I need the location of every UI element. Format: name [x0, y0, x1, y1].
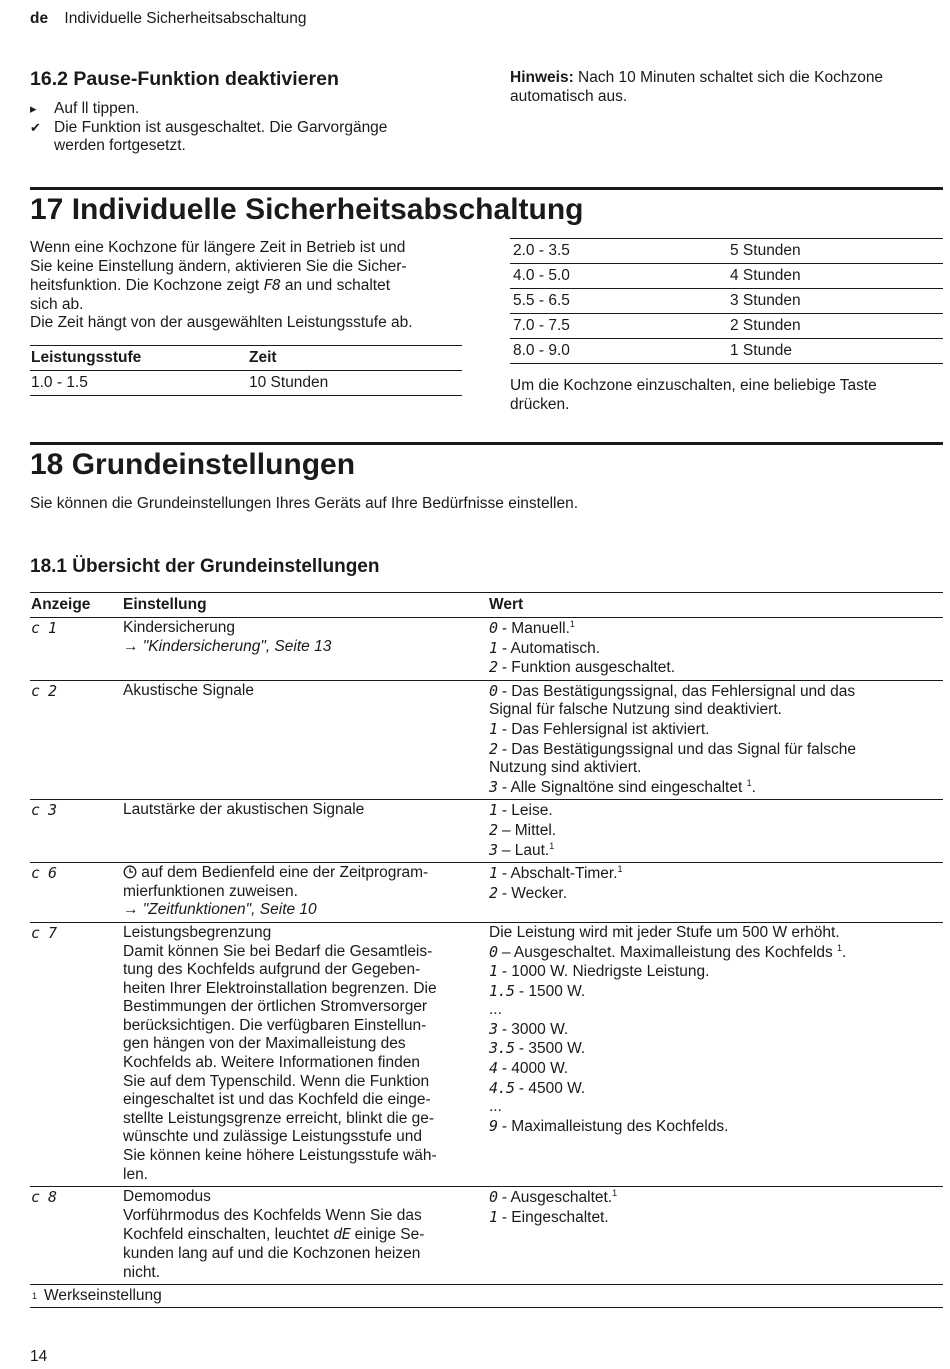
table-row: c 3 Lautstärke der akustischen Signale 1 - Leise. 2 – Mittel. 3 – Laut.$^1$ — [30, 800, 943, 863]
shutdown-table-left — [30, 345, 462, 396]
chapter-divider — [30, 187, 943, 190]
page-number: 14 — [30, 1348, 48, 1365]
page-header — [30, 10, 307, 29]
column-header-wert: Wert — [489, 595, 524, 613]
display-symbol: dE — [333, 1225, 351, 1244]
language-code: de — [30, 10, 49, 27]
display-code: c 2 — [31, 681, 57, 700]
checkmark-icon: ✔ — [30, 119, 41, 135]
table-row: c 1 Kindersicherung → "Kindersicherung", Seite 13 0 - Manuell.$^1$ 1 - Automatisch. 2 - Funktion ausgeschaltet. — [30, 618, 943, 681]
column-header-stufe: Leistungsstufe — [31, 348, 142, 366]
display-code: c 7 — [31, 923, 57, 942]
section-16-2-title: 16.2 Pause-Funktion deaktivieren — [30, 68, 339, 90]
display-symbol: F8 — [263, 276, 281, 295]
table-row: c 2 Akustische Signale 0 - Das Bestätigungssignal, das Fehlersignal und das Signal für falsche Nutzung sind deaktiviert. 1 - Das Fehlersignal ist aktiviert. 2 - Das Bestätigungssignal und das Signal für falsche Nutzung sind aktiviert. 3 - Alle Signaltöne sind eingeschaltet $^1$. — [30, 681, 943, 801]
cross-reference-link[interactable]: → "Kindersicherung", Seite 13 — [123, 637, 332, 655]
table-header-row — [30, 593, 943, 618]
triangle-bullet-icon: ▸ — [30, 101, 37, 116]
display-code: c 8 — [31, 1188, 57, 1207]
table-row: 7.0 - 7.5 2 Stunden — [510, 314, 943, 339]
instruction-step: ▸ Auf ll tippen. — [30, 100, 140, 117]
note-label: Hinweis: — [510, 69, 574, 86]
chapter-18-title: 18 Grundeinstellungen — [30, 448, 356, 481]
table-row: 2.0 - 3.5 5 Stunden — [510, 239, 943, 264]
table-row: c 7 Leistungsbegrenzung Damit können Sie bei Bedarf die Gesamtleis- tung des Kochfelds aufgrund der Gegeben- heiten Ihrer Elektroinstallation begrenzen. Die Bestimmungen der örtlichen Stromversorger berücksichtigen. Die verfügbaren Einstellun- gen hängen von der Maximalleistung des Kochfelds ab. Weitere Informationen finden Sie auf dem Typenschild. Wenn die Funktion eingeschaltet ist und das Kochfeld die einge- stellte Leistungsgrenze erreicht, blinkt die ge- wünschte und zulässige Leistungsstufe und Sie können keine höhere Leistungsstufe wäh- len. Die Leistung wird mit jeder Stufe um 500 W erhöht. 0 – Ausgeschaltet. Maximalleistung des Kochfelds $^1$. 1 - 1000 W. Niedrigste Leistung. 1.5 - 1500 W. ... 3 - 3000 W. 3.5 - 3500 W. 4 - 4000 W. 4.5 - 4500 W. ... 9 - Maximalleistung des Kochfelds. — [30, 923, 943, 1187]
instruction-result: ✔ Die Funktion ist ausgeschaltet. Die Garvorgänge werden fortgesetzt. — [30, 118, 388, 155]
display-code: c 6 — [31, 864, 57, 883]
cross-reference-link[interactable]: → "Zeitfunktionen", Seite 10 — [123, 901, 317, 919]
table-row: 1.0 - 1.5 10 Stunden — [30, 371, 462, 396]
display-code: c 1 — [31, 619, 57, 637]
table-row: c 6 auf dem Bedienfeld eine der Zeitprogram- mierfunktionen zuweisen. → "Zeitfunktionen", Seite 10 1 - Abschalt-Timer.$^1$ 2 - Wecker. — [30, 863, 943, 923]
chapter-divider — [30, 442, 943, 445]
shutdown-table-right — [510, 238, 943, 364]
column-header-einstellung: Einstellung — [123, 595, 207, 613]
table-row: 5.5 - 6.5 3 Stunden — [510, 289, 943, 314]
settings-overview-table — [30, 592, 943, 1308]
table-row: c 8 Demomodus Vorführmodus des Kochfelds Wenn Sie das Kochfeld einschalten, leuchtet dE einige Se- kunden lang auf und die Kochzonen heizen nicht. 0 - Ausgeschaltet.$^1$ 1 - Eingeschaltet. — [30, 1187, 943, 1285]
table-row: 8.0 - 9.0 1 Stunde — [510, 339, 943, 364]
column-header-zeit: Zeit — [249, 348, 277, 366]
note-box: Hinweis: Nach 10 Minuten schaltet sich die Kochzone automatisch aus. — [510, 69, 884, 105]
chapter-17-paragraph: Wenn eine Kochzone für längere Zeit in Betrieb ist und Sie keine Einstellung ändern, aktivieren Sie die Sicher- heitsfunktion. Die Kochzone zeigt F8 an und schaltet sich ab. Die Zeit hängt von der ausgewählten Leistungsstufe ab. — [30, 239, 413, 332]
table-footnote: 1 Werkseinstellung — [30, 1285, 943, 1308]
display-code: c 3 — [31, 801, 57, 820]
column-header-anzeige: Anzeige — [31, 595, 91, 613]
section-18-1-title: 18.1 Übersicht der Grundeinstellungen — [30, 556, 380, 577]
reactivation-note: Um die Kochzone einzuschalten, eine beliebige Taste drücken. — [510, 377, 877, 413]
clock-icon — [123, 865, 137, 879]
chapter-17-title: 17 Individuelle Sicherheitsabschaltung — [30, 193, 584, 226]
table-row: 4.0 - 5.0 4 Stunden — [510, 264, 943, 289]
header-title: Individuelle Sicherheitsabschaltung — [64, 10, 307, 27]
chapter-18-intro: Sie können die Grundeinstellungen Ihres Geräts auf Ihre Bedürfnisse einstellen. — [30, 495, 579, 512]
section-16-2-body — [30, 100, 470, 156]
